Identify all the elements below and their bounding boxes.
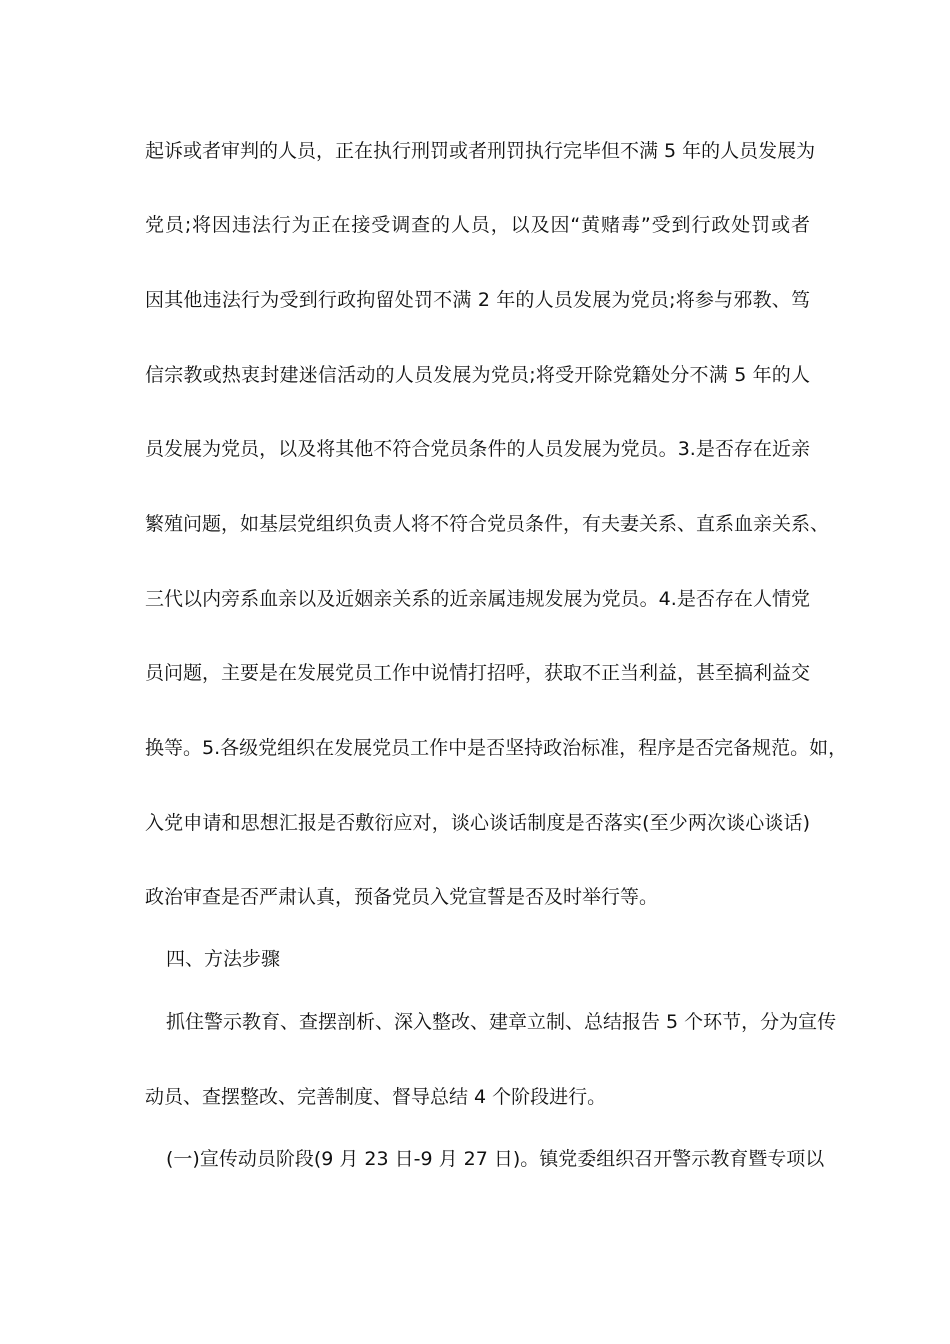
body-text-line: 三代以内旁系血亲以及近姻亲关系的近亲属违规发展为党员。4.是否存在人情党 <box>145 588 810 610</box>
body-text-line: 入党申请和思想汇报是否敷衍应对，谈心谈话制度是否落实(至少两次谈心谈话) <box>145 812 810 834</box>
body-text-line: 抓住警示教育、查摆剖析、深入整改、建章立制、总结报告 5 个环节，分为宣传 <box>166 1011 837 1033</box>
body-text-line: 员发展为党员，以及将其他不符合党员条件的人员发展为党员。3.是否存在近亲 <box>145 438 810 460</box>
body-text-line: 因其他违法行为受到行政拘留处罚不满 2 年的人员发展为党员;将参与邪教、笃 <box>145 289 810 311</box>
body-text-line: 换等。5.各级党组织在发展党员工作中是否坚持政治标准，程序是否完备规范。如， <box>145 737 848 759</box>
body-text-line: (一)宣传动员阶段(9 月 23 日-9 月 27 日)。镇党委组织召开警示教育暨专项以 <box>166 1148 825 1170</box>
body-text-line: 员问题，主要是在发展党员工作中说情打招呼，获取不正当利益，甚至搞利益交 <box>145 662 811 684</box>
body-text-line: 起诉或者审判的人员，正在执行刑罚或者刑罚执行完毕但不满 5 年的人员发展为 <box>145 140 816 162</box>
body-text-line: 党员;将因违法行为正在接受调查的人员，以及因“黄赌毒”受到行政处罚或者 <box>145 214 810 236</box>
body-text-line: 繁殖问题，如基层党组织负责人将不符合党员条件，有夫妻关系、直系血亲关系、 <box>145 513 830 535</box>
body-text-line: 政治审查是否严肃认真，预备党员入党宣誓是否及时举行等。 <box>145 886 659 908</box>
body-text-line: 信宗教或热衷封建迷信活动的人员发展为党员;将受开除党籍处分不满 5 年的人 <box>145 364 810 386</box>
section-heading: 四、方法步骤 <box>166 948 281 970</box>
body-text-line: 动员、查摆整改、完善制度、督导总结 4 个阶段进行。 <box>145 1086 607 1108</box>
